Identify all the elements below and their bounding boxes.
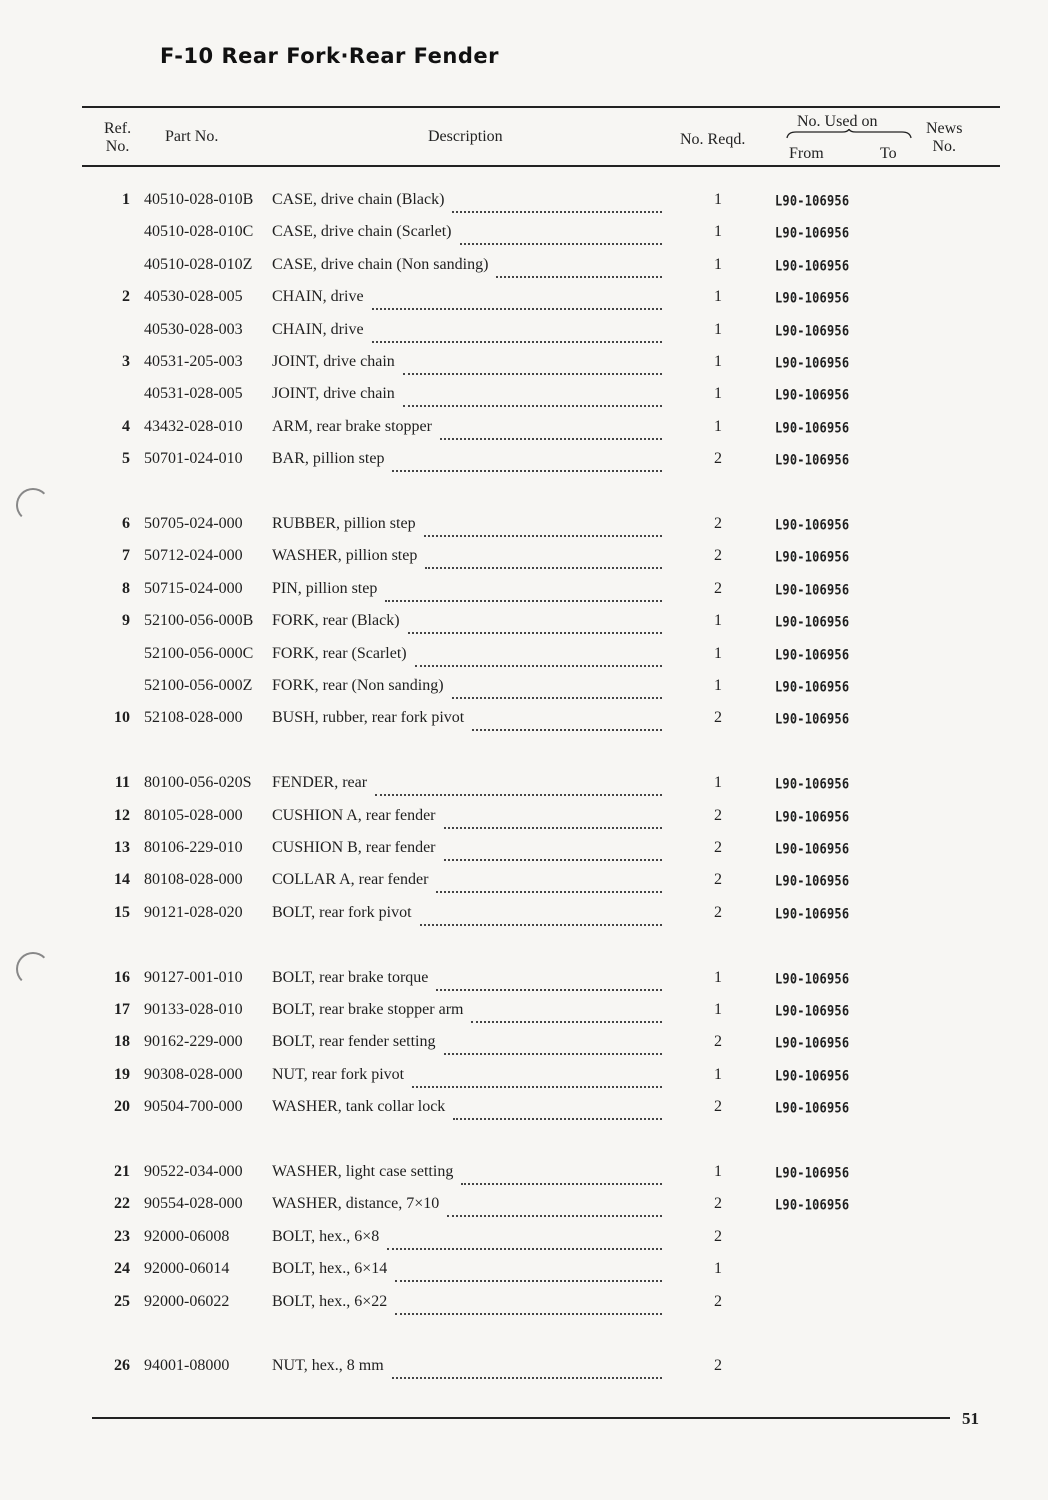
part-number: 90522-034-000 [144, 1163, 243, 1180]
ref-number: 10 [114, 709, 130, 727]
used-from-frame: L90-106956 [775, 581, 850, 598]
dot-leader [460, 223, 662, 245]
column-header-no-reqd: No. Reqd. [680, 131, 746, 148]
table-row [0, 1357, 1048, 1389]
used-from-frame: L90-106956 [775, 905, 850, 922]
quantity-required: 1 [714, 385, 722, 403]
part-description: BOLT, hex., 6×22 [272, 1292, 388, 1310]
table-row [0, 580, 1048, 612]
part-number: 90504-700-000 [144, 1098, 243, 1116]
used-from-frame: L90-106956 [775, 257, 850, 274]
table-row [0, 191, 1048, 223]
used-from-frame: L90-106956 [775, 354, 850, 372]
table-row [0, 969, 1048, 1001]
ref-number: 5 [122, 450, 130, 468]
used-from-frame: L90-106956 [775, 1002, 850, 1020]
part-description: CUSHION A, rear fender [272, 806, 436, 824]
part-description: JOINT, drive chain [272, 353, 395, 370]
ref-number: 21 [114, 1163, 130, 1180]
ref-number: 26 [114, 1357, 130, 1375]
quantity-required: 1 [714, 191, 722, 208]
ref-number: 16 [114, 968, 130, 986]
ref-number: 6 [122, 515, 130, 532]
ref-number: 13 [114, 839, 130, 856]
part-description: WASHER, tank collar lock [272, 1098, 446, 1116]
used-from-frame: L90-106956 [775, 549, 850, 566]
part-number: 90554-028-000 [144, 1195, 243, 1213]
column-header-news-no [926, 120, 962, 156]
part-description: BOLT, hex., 6×14 [272, 1260, 388, 1278]
part-number: 92000-06008 [144, 1227, 230, 1245]
dot-leader [447, 1195, 662, 1217]
dot-leader [444, 807, 662, 829]
part-description: FORK, rear (Black) [272, 612, 400, 630]
table-row [0, 871, 1048, 903]
part-number: 92000-06022 [144, 1292, 230, 1310]
table-row [0, 321, 1048, 353]
part-number: 90308-028-000 [144, 1065, 243, 1083]
quantity-required: 1 [714, 1260, 722, 1278]
dot-leader [403, 353, 662, 375]
ref-header-line2: No. [105, 138, 130, 155]
quantity-required: 1 [714, 1163, 722, 1180]
part-description: FENDER, rear [272, 774, 368, 792]
ref-number: 3 [122, 353, 130, 370]
dot-leader [444, 839, 662, 861]
used-from-frame: L90-106956 [775, 419, 850, 436]
used-from-frame: L90-106956 [775, 678, 850, 696]
quantity-required: 1 [714, 968, 722, 986]
part-description: WASHER, distance, 7×10 [272, 1195, 440, 1213]
ref-number: 14 [114, 871, 130, 889]
ref-number: 2 [122, 288, 130, 306]
part-number: 80106-229-010 [144, 839, 243, 856]
dot-leader [372, 288, 662, 310]
dot-leader [385, 580, 662, 602]
page-title: F-10 Rear Fork·Rear Fender [160, 44, 499, 68]
used-from-frame: L90-106956 [775, 225, 850, 242]
part-description: BOLT, rear brake stopper arm [272, 1001, 464, 1018]
quantity-required: 1 [714, 774, 722, 792]
used-from-frame: L90-106956 [775, 711, 850, 728]
part-description: FORK, rear (Non sanding) [272, 677, 444, 694]
brace-bracket [786, 129, 912, 139]
part-number: 40531-205-003 [144, 353, 243, 370]
used-from-frame: L90-106956 [775, 1100, 850, 1117]
part-number: 40530-028-003 [144, 320, 243, 338]
part-description: RUBBER, pillion step [272, 515, 416, 532]
column-header-no-used-on: No. Used on [797, 113, 878, 130]
ref-number: 22 [114, 1195, 130, 1213]
dot-leader [424, 515, 662, 537]
ref-number: 19 [114, 1065, 130, 1083]
column-header-from: From [789, 145, 824, 162]
part-number: 52108-028-000 [144, 709, 243, 727]
part-description: NUT, hex., 8 mm [272, 1357, 384, 1375]
ref-number: 4 [122, 417, 130, 435]
part-description: WASHER, pillion step [272, 547, 418, 565]
quantity-required: 2 [714, 1195, 722, 1213]
used-from-frame: L90-106956 [775, 1197, 850, 1214]
part-description: CUSHION B, rear fender [272, 839, 436, 856]
ref-number: 23 [114, 1227, 130, 1245]
quantity-required: 2 [714, 839, 722, 856]
footer-rule [92, 1417, 950, 1419]
ref-number: 17 [114, 1001, 130, 1018]
used-from-frame: L90-106956 [775, 1067, 850, 1084]
table-row [0, 450, 1048, 482]
quantity-required: 2 [714, 1292, 722, 1310]
part-description: CHAIN, drive [272, 288, 364, 306]
part-number: 40530-028-005 [144, 288, 243, 306]
dot-leader [440, 418, 662, 440]
ref-number: 15 [114, 903, 130, 921]
dot-leader [461, 1163, 662, 1185]
table-row [0, 612, 1048, 644]
used-from-frame: L90-106956 [775, 1164, 850, 1182]
dot-leader [452, 677, 662, 699]
used-from-frame: L90-106956 [775, 387, 850, 404]
dot-leader [452, 191, 662, 213]
dot-leader [472, 709, 662, 731]
header-top-rule [82, 106, 1000, 108]
part-number: 80108-028-000 [144, 871, 243, 889]
quantity-required: 2 [714, 1227, 722, 1245]
quantity-required: 1 [714, 320, 722, 338]
quantity-required: 1 [714, 1001, 722, 1018]
quantity-required: 2 [714, 547, 722, 565]
ref-header-line1: Ref. [104, 120, 132, 137]
ref-number: 24 [114, 1260, 130, 1278]
dot-leader [436, 969, 662, 991]
used-from-frame: L90-106956 [775, 970, 850, 987]
used-from-frame: L90-106956 [775, 290, 850, 307]
table-row [0, 353, 1048, 385]
part-number: 52100-056-000Z [144, 677, 253, 694]
dot-leader [425, 547, 662, 569]
part-number: 90121-028-020 [144, 903, 243, 921]
dot-leader [395, 1260, 662, 1282]
used-from-frame: L90-106956 [775, 516, 850, 534]
table-row [0, 1293, 1048, 1325]
used-from-frame: L90-106956 [775, 776, 850, 793]
used-from-frame: L90-106956 [775, 840, 850, 858]
part-number: 40510-028-010Z [144, 255, 253, 273]
part-number: 90133-028-010 [144, 1001, 243, 1018]
dot-leader [392, 450, 662, 472]
dot-leader [412, 1066, 662, 1088]
part-description: BUSH, rubber, rear fork pivot [272, 709, 465, 727]
quantity-required: 2 [714, 1033, 722, 1051]
part-description: CASE, drive chain (Black) [272, 191, 445, 208]
part-description: BAR, pillion step [272, 450, 385, 468]
quantity-required: 1 [714, 1065, 722, 1083]
ref-number: 8 [122, 579, 130, 597]
part-number: 40510-028-010B [144, 191, 254, 208]
column-header-to: To [880, 145, 897, 162]
column-header-description: Description [428, 128, 503, 145]
quantity-required: 2 [714, 450, 722, 468]
quantity-required: 1 [714, 612, 722, 630]
column-header-part-no: Part No. [165, 128, 219, 145]
table-row [0, 1066, 1048, 1098]
quantity-required: 2 [714, 579, 722, 597]
quantity-required: 1 [714, 288, 722, 306]
part-number: 80105-028-000 [144, 806, 243, 824]
quantity-required: 2 [714, 1098, 722, 1116]
part-description: NUT, rear fork pivot [272, 1065, 405, 1083]
news-header-line2: No. [932, 138, 956, 155]
table-row [0, 1260, 1048, 1292]
table-row [0, 418, 1048, 450]
table-row [0, 774, 1048, 806]
quantity-required: 1 [714, 223, 722, 241]
page-number: 51 [962, 1409, 979, 1428]
part-description: BOLT, hex., 6×8 [272, 1227, 380, 1245]
part-description: CASE, drive chain (Scarlet) [272, 223, 452, 241]
ref-number: 7 [122, 547, 130, 565]
quantity-required: 2 [714, 709, 722, 727]
part-description: BOLT, rear fender setting [272, 1033, 436, 1051]
part-description: CASE, drive chain (Non sanding) [272, 255, 489, 273]
quantity-required: 1 [714, 353, 722, 370]
table-row [0, 223, 1048, 255]
part-description: CHAIN, drive [272, 320, 364, 338]
table-row [0, 645, 1048, 677]
part-number: 40510-028-010C [144, 223, 254, 241]
used-from-frame: L90-106956 [775, 452, 850, 469]
part-number: 92000-06014 [144, 1260, 230, 1278]
quantity-required: 1 [714, 677, 722, 694]
table-row [0, 385, 1048, 417]
used-from-frame: L90-106956 [775, 614, 850, 631]
dot-leader [403, 385, 662, 407]
table-row [0, 904, 1048, 936]
dot-leader [453, 1098, 662, 1120]
part-description: PIN, pillion step [272, 579, 378, 597]
dot-leader [420, 904, 662, 926]
dot-leader [496, 256, 662, 278]
quantity-required: 1 [714, 417, 722, 435]
quantity-required: 1 [714, 255, 722, 273]
part-description: FORK, rear (Scarlet) [272, 644, 407, 662]
table-row [0, 1033, 1048, 1065]
ref-number: 18 [114, 1033, 130, 1051]
column-header-ref [104, 120, 131, 156]
table-row [0, 1098, 1048, 1130]
ref-number: 11 [114, 774, 130, 792]
table-row [0, 839, 1048, 871]
part-number: 40531-028-005 [144, 385, 243, 403]
quantity-required: 2 [714, 515, 722, 532]
part-number: 52100-056-000B [144, 612, 254, 630]
used-from-frame: L90-106956 [775, 322, 850, 339]
part-number: 94001-08000 [144, 1357, 230, 1375]
part-number: 50701-024-010 [144, 450, 243, 468]
table-row [0, 807, 1048, 839]
table-row [0, 709, 1048, 741]
table-row [0, 1001, 1048, 1033]
used-from-frame: L90-106956 [775, 646, 850, 663]
dot-leader [471, 1001, 662, 1023]
dot-leader [387, 1228, 662, 1250]
part-number: 50705-024-000 [144, 515, 243, 532]
part-description: BOLT, rear fork pivot [272, 903, 412, 921]
used-from-frame: L90-106956 [775, 1035, 850, 1052]
quantity-required: 2 [714, 1357, 722, 1375]
part-description: BOLT, rear brake torque [272, 968, 429, 986]
dot-leader [392, 1357, 662, 1379]
dot-leader [415, 645, 662, 667]
table-row [0, 1163, 1048, 1195]
table-row [0, 547, 1048, 579]
part-number: 90162-229-000 [144, 1033, 243, 1051]
part-description: COLLAR A, rear fender [272, 871, 429, 889]
table-row [0, 677, 1048, 709]
table-row [0, 1228, 1048, 1260]
ref-number: 25 [114, 1292, 130, 1310]
part-number: 52100-056-000C [144, 644, 254, 662]
table-row [0, 1195, 1048, 1227]
table-row [0, 256, 1048, 288]
used-from-frame: L90-106956 [775, 192, 850, 210]
part-number: 43432-028-010 [144, 417, 243, 435]
quantity-required: 1 [714, 644, 722, 662]
dot-leader [444, 1033, 662, 1055]
table-row [0, 515, 1048, 547]
quantity-required: 2 [714, 806, 722, 824]
ref-number: 9 [122, 612, 130, 630]
used-from-frame: L90-106956 [775, 808, 850, 825]
header-bottom-rule [82, 165, 1000, 167]
part-number: 50712-024-000 [144, 547, 243, 565]
dot-leader [372, 321, 662, 343]
dot-leader [395, 1293, 662, 1315]
part-description: WASHER, light case setting [272, 1163, 454, 1180]
part-description: JOINT, drive chain [272, 385, 395, 403]
table-row [0, 288, 1048, 320]
quantity-required: 2 [714, 871, 722, 889]
quantity-required: 2 [714, 903, 722, 921]
part-description: ARM, rear brake stopper [272, 417, 432, 435]
used-from-frame: L90-106956 [775, 873, 850, 890]
dot-leader [436, 871, 662, 893]
dot-leader [375, 774, 662, 796]
dot-leader [408, 612, 662, 634]
part-number: 80100-056-020S [144, 774, 252, 792]
ref-number: 12 [114, 806, 130, 824]
part-number: 50715-024-000 [144, 579, 243, 597]
news-header-line1: News [926, 120, 963, 137]
ref-number: 1 [122, 191, 130, 208]
part-number: 90127-001-010 [144, 968, 243, 986]
ref-number: 20 [114, 1098, 130, 1116]
